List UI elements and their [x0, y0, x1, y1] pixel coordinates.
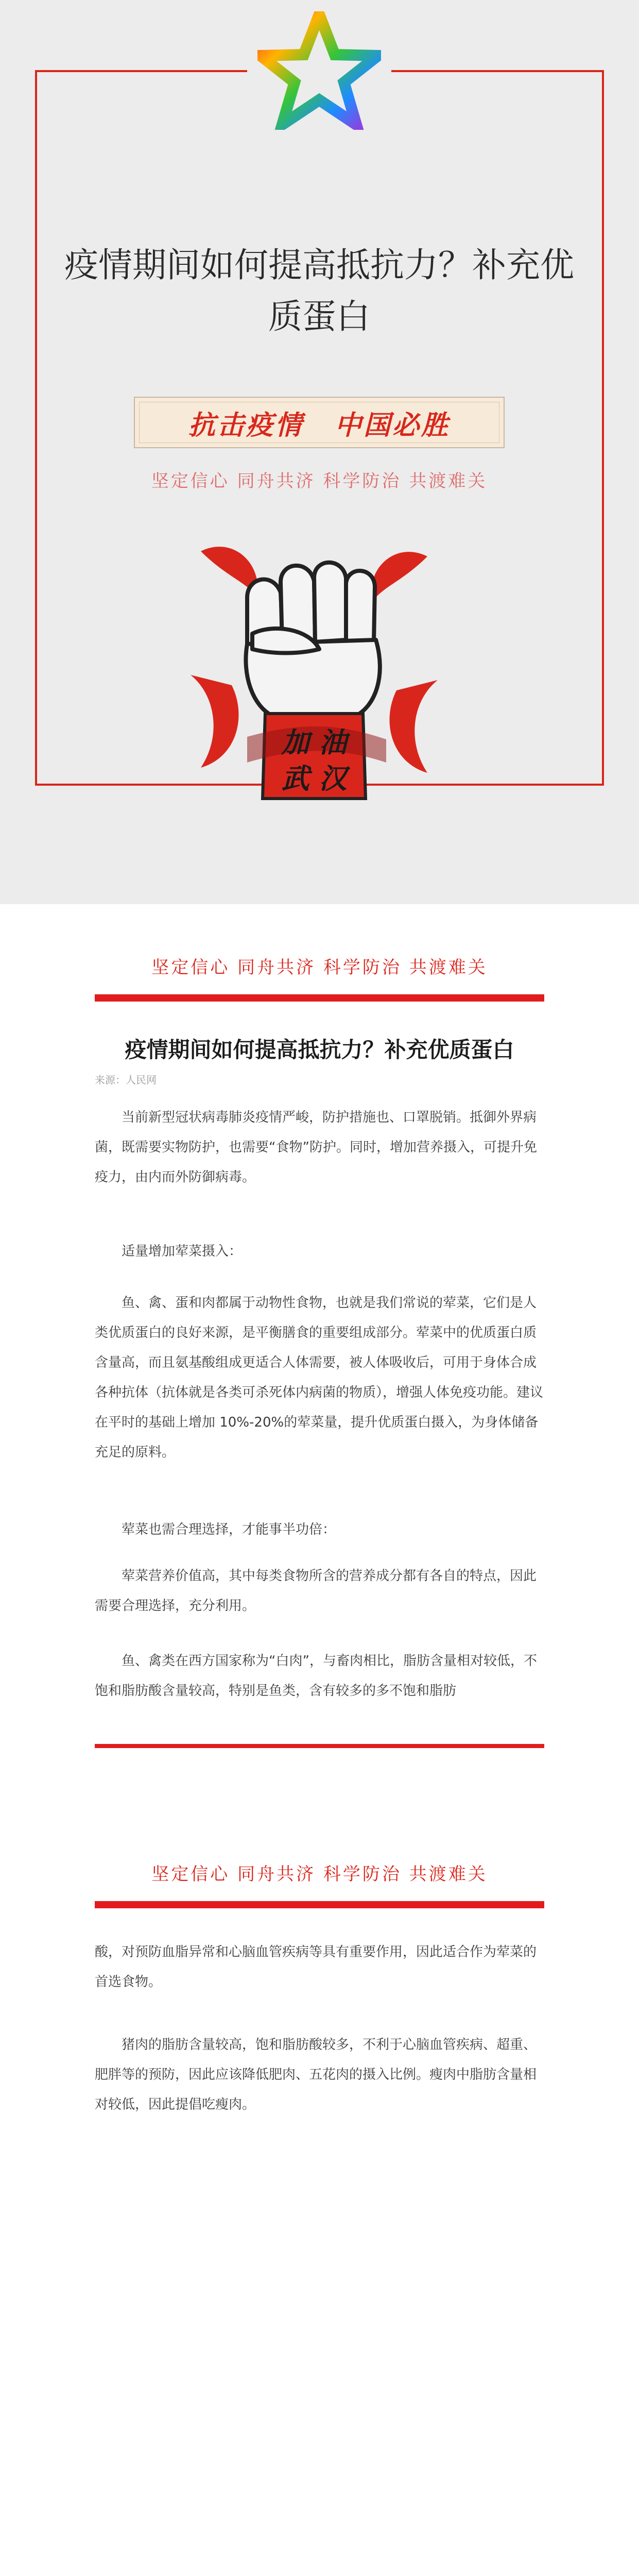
section-slogan-2: 坚定信心 同舟共济 科学防治 共渡难关	[151, 1864, 488, 1885]
fist-text-1: 加 油	[281, 726, 347, 759]
paragraph-8: 猪肉的脂肪含量较高，饱和脂肪酸较多，不利于心脑血管疾病、超重、肥胖等的预防，因此应该降低肥肉、五花肉的摄入比例。瘦肉中脂肪含量相对较低，因此提倡吃瘦肉。	[95, 2037, 537, 2112]
paragraph-3: 鱼、禽、蛋和肉都属于动物性食物，也就是我们常说的荤菜，它们是人类优质蛋白的良好来源，是平衡膳食的重要组成部分。荤菜中的优质蛋白质含量高，而且氨基酸组成更适合人体需要，被人体吸收后，可用于身体合成各种抗体（抗体就是各类可杀死体内病菌的物质），增强人体免疫功能。建议在平时的基础上增加 10%-20%的荤菜量，提升优质蛋白摄入，为身体储备充足的原料。	[95, 1295, 544, 1460]
rainbow-star-icon	[257, 11, 381, 130]
paragraph-2: 适量增加荤菜摄入：	[122, 1244, 243, 1259]
raised-fist-icon	[170, 520, 458, 809]
red-divider-bottom-1	[95, 1744, 544, 1748]
red-divider-top-1	[95, 994, 544, 1002]
cover-title: 疫情期间如何提高抵抗力？补充优质蛋白	[64, 245, 574, 336]
cover-slogan: 坚定信心 同舟共济 科学防治 共渡难关	[151, 471, 488, 492]
fist-text-2: 武 汉	[281, 762, 347, 795]
paragraph-7: 酸，对预防血脂异常和心脑血管疾病等具有重要作用，因此适合作为荤菜的首选食物。	[95, 1944, 537, 1990]
cover-banner	[134, 397, 505, 448]
cover-section	[0, 0, 639, 904]
paragraph-6: 鱼、禽类在西方国家称为“白肉”，与畜肉相比，脂肪含量相对较低，不饱和脂肪酸含量较高，特别是鱼类，含有较多的多不饱和脂肪	[95, 1653, 537, 1699]
article-title: 疫情期间如何提高抵抗力？补充优质蛋白	[125, 1037, 514, 1062]
paragraph-4: 荤菜也需合理选择，才能事半功倍：	[122, 1522, 336, 1537]
red-divider-top-2	[95, 1901, 544, 1908]
banner-left-text: 抗击疫情	[188, 410, 304, 441]
paragraph-5: 荤菜营养价值高，其中每类食物所含的营养成分都有各自的特点，因此需要合理选择，充分利用。	[95, 1568, 537, 1614]
banner-right-text: 中国必胜	[335, 410, 451, 441]
section-slogan-1: 坚定信心 同舟共济 科学防治 共渡难关	[151, 957, 488, 978]
paragraph-1: 当前新型冠状病毒肺炎疫情严峻，防护措施也、口罩脱销。抵御外界病菌，既需要实物防护，也需要“食物”防护。同时，增加营养摄入，可提升免疫力，由内而外防御病毒。	[95, 1110, 537, 1185]
article-source: 来源：人民网	[95, 1074, 157, 1086]
